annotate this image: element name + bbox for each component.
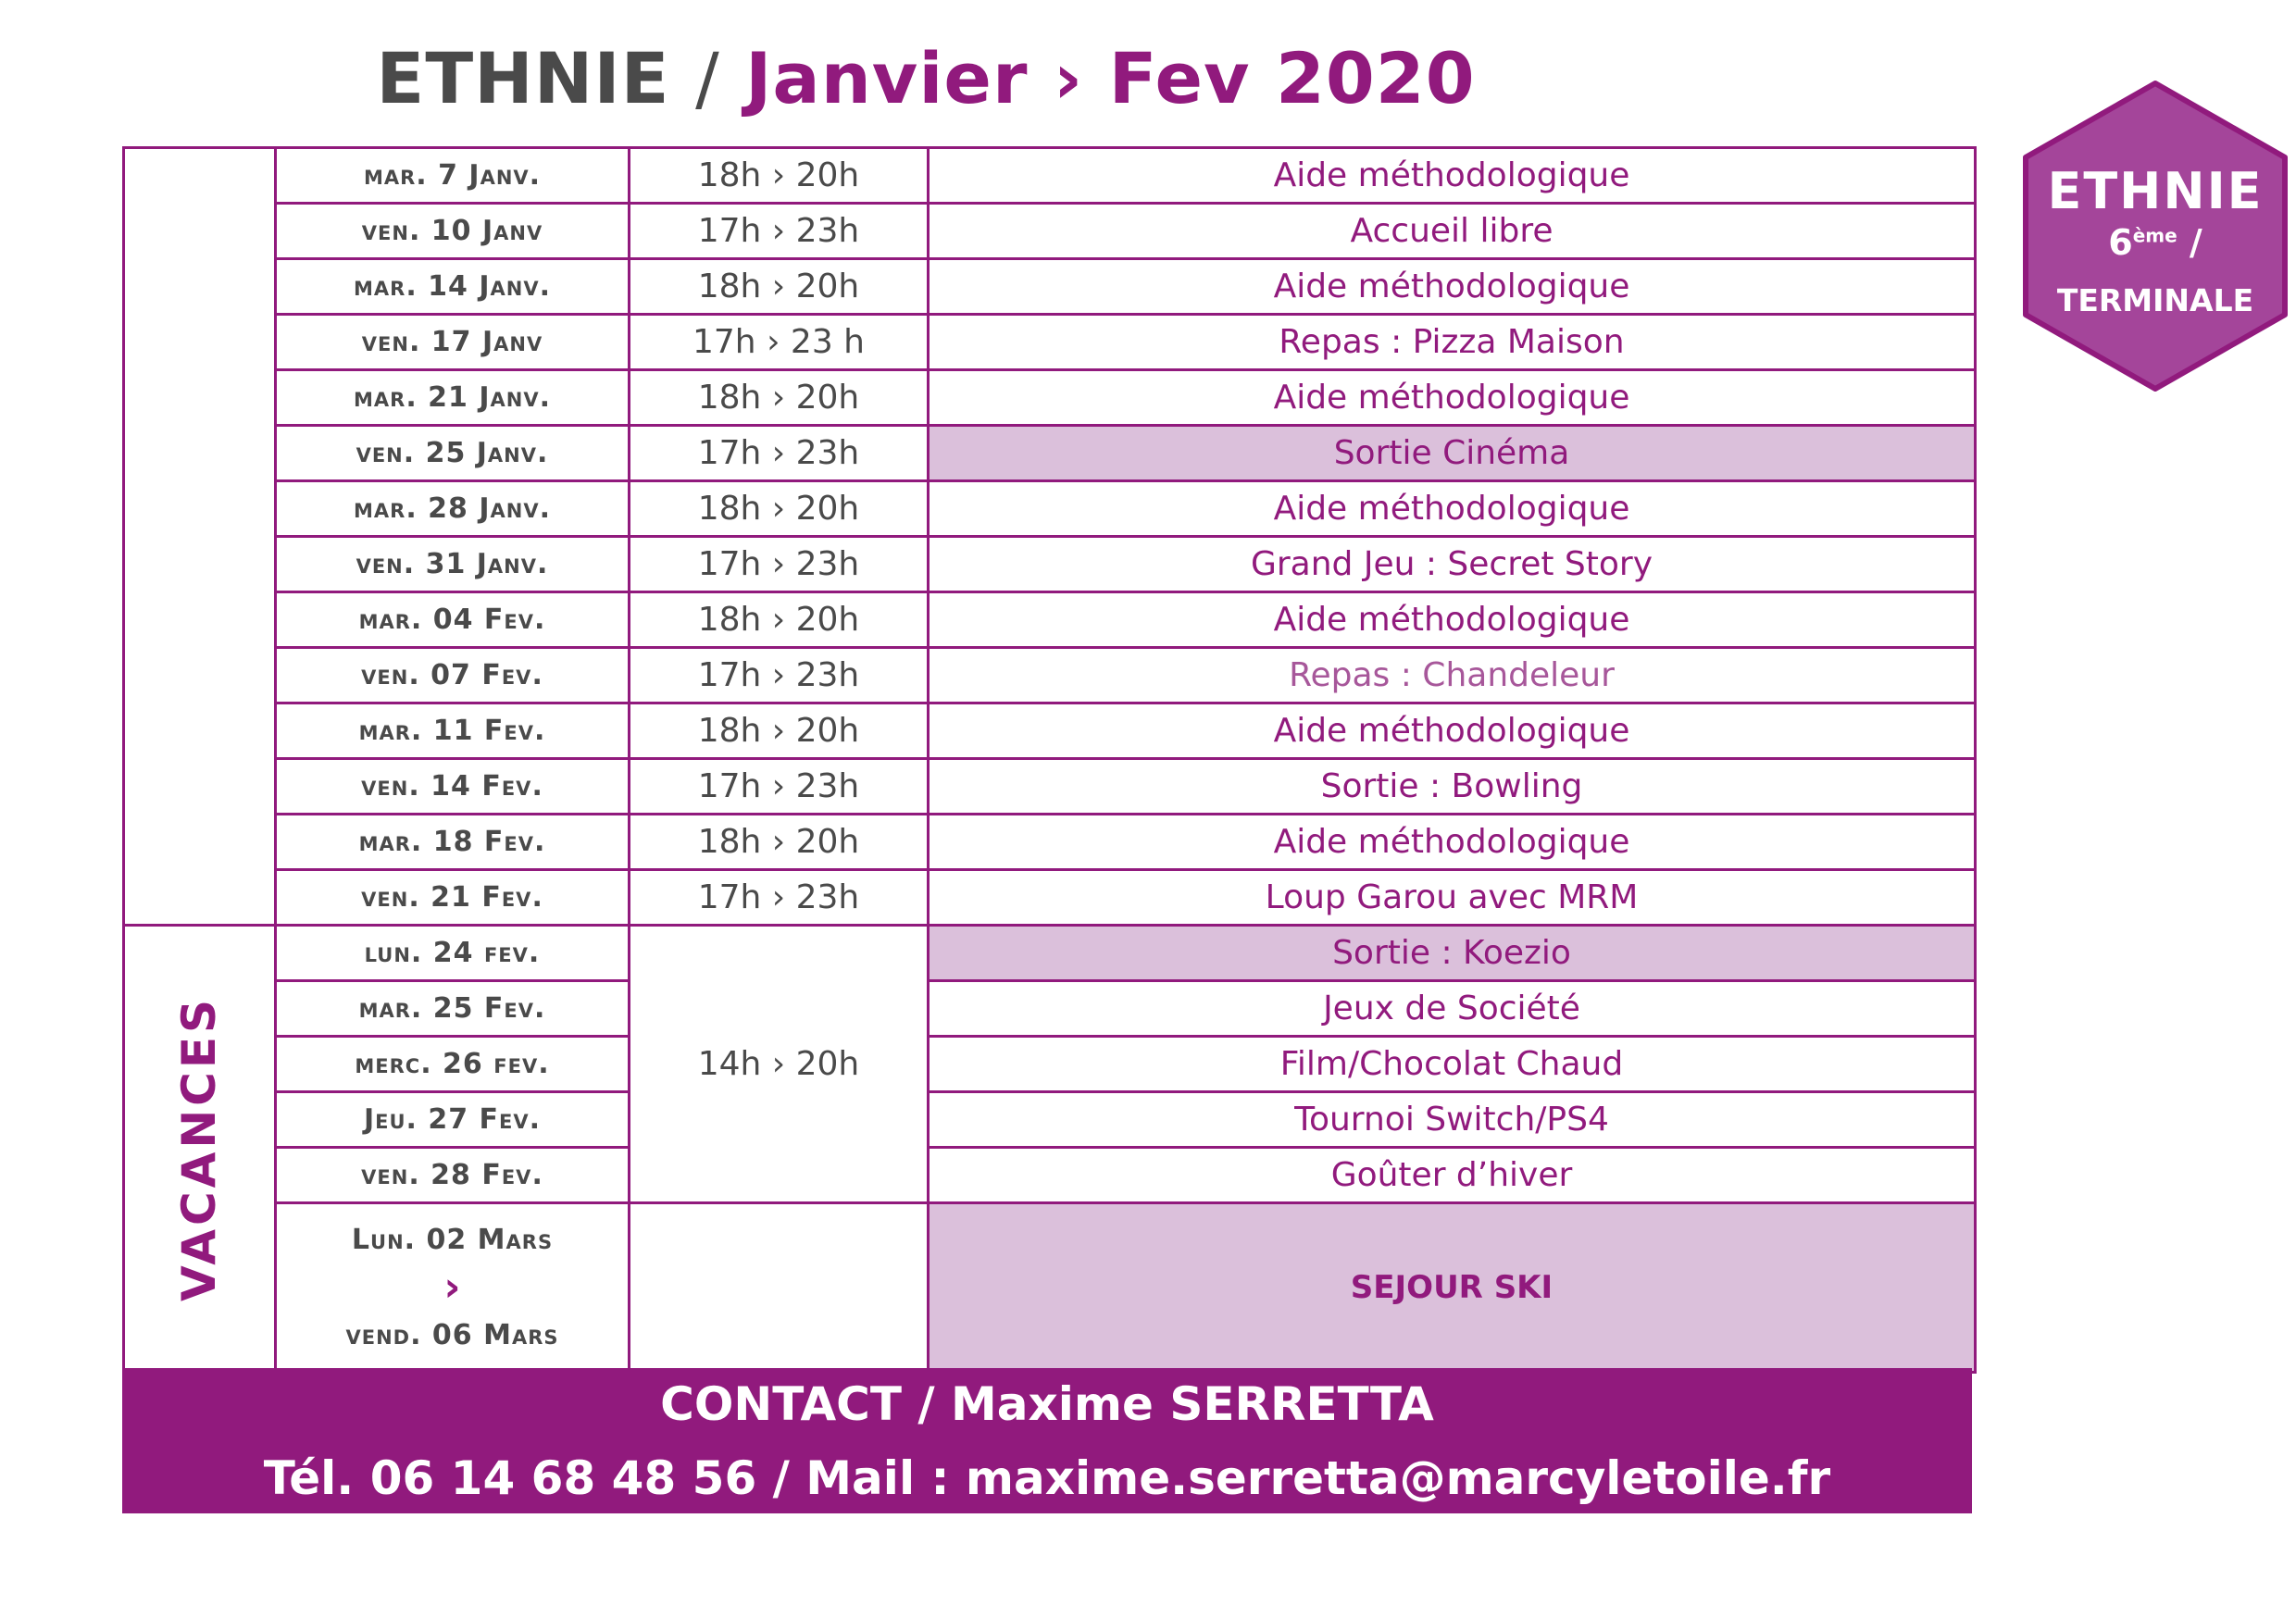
chevron-right-icon: › xyxy=(443,1263,461,1311)
vacances-row-date: merc. 26 fev. xyxy=(277,1038,630,1093)
table-row-date: mar. 04 Fev. xyxy=(277,593,630,649)
contact-name: CONTACT / Maxime SERRETTA xyxy=(660,1377,1434,1431)
table-row-activity: Aide méthodologique xyxy=(930,371,1974,427)
ski-date-start: Lun. 02 Mars xyxy=(351,1224,554,1256)
badge-level: 6ème / xyxy=(2108,222,2202,263)
table-row-date: mar. 21 Janv. xyxy=(277,371,630,427)
table-row-activity: Sortie : Bowling xyxy=(930,760,1974,815)
table-row-time: 18h › 20h xyxy=(630,149,930,205)
table-row-time: 18h › 20h xyxy=(630,593,930,649)
table-row-time: 18h › 20h xyxy=(630,815,930,871)
vacances-label-cell xyxy=(125,927,277,1371)
table-row-date: mar. 7 Janv. xyxy=(277,149,630,205)
table-row-date: mar. 18 Fev. xyxy=(277,815,630,871)
vacances-row-date: Jeu. 27 Fev. xyxy=(277,1093,630,1149)
table-row-date: mar. 14 Janv. xyxy=(277,260,630,316)
table-row-date: ven. 07 Fev. xyxy=(277,649,630,704)
table-row-activity: Aide méthodologique xyxy=(930,593,1974,649)
table-row-time: 17h › 23h xyxy=(630,538,930,593)
table-row-time: 17h › 23h xyxy=(630,427,930,482)
vacances-time: 14h › 20h xyxy=(630,927,930,1204)
schedule-table xyxy=(122,146,1977,1374)
table-row-time: 18h › 20h xyxy=(630,260,930,316)
table-row-date: mar. 11 Fev. xyxy=(277,704,630,760)
table-row-activity: Grand Jeu : Secret Story xyxy=(930,538,1974,593)
table-row-date: ven. 21 Fev. xyxy=(277,871,630,927)
table-row-date: mar. 28 Janv. xyxy=(277,482,630,538)
table-row-activity: Aide méthodologique xyxy=(930,815,1974,871)
ski-time-empty xyxy=(630,1204,930,1371)
table-row-time: 17h › 23h xyxy=(630,760,930,815)
badge-subtitle: TERMINALE xyxy=(2056,282,2254,318)
ski-dates xyxy=(277,1204,630,1371)
vacances-row-date: mar. 25 Fev. xyxy=(277,982,630,1038)
table-row-activity: Repas : Pizza Maison xyxy=(930,316,1974,371)
table-row-time: 17h › 23h xyxy=(630,871,930,927)
title-main: ETHNIE xyxy=(376,37,670,119)
page-title xyxy=(0,37,1852,119)
table-row-activity: Repas : Chandeleur xyxy=(930,649,1974,704)
table-row-date: ven. 17 Janv xyxy=(277,316,630,371)
ski-date-end: vend. 06 Mars xyxy=(345,1319,559,1351)
vacances-row-activity: Tournoi Switch/PS4 xyxy=(930,1093,1974,1149)
table-row-time: 17h › 23 h xyxy=(630,316,930,371)
table-row-activity: Aide méthodologique xyxy=(930,704,1974,760)
vacances-label: VACANCES xyxy=(172,995,227,1302)
blank-cell xyxy=(125,149,277,927)
table-row-activity: Aide méthodologique xyxy=(930,149,1974,205)
contact-footer xyxy=(122,1368,1972,1513)
table-row-activity: Accueil libre xyxy=(930,205,1974,260)
vacances-row-activity-highlighted: Sortie : Koezio xyxy=(930,927,1974,982)
hexagon-badge xyxy=(2016,79,2294,393)
vacances-row-activity: Film/Chocolat Chaud xyxy=(930,1038,1974,1093)
table-row-time: 18h › 20h xyxy=(630,704,930,760)
vacances-row-date: lun. 24 fev. xyxy=(277,927,630,982)
table-row-activity: Aide méthodologique xyxy=(930,260,1974,316)
vacances-row-date: ven. 28 Fev. xyxy=(277,1149,630,1204)
table-row-date: ven. 31 Janv. xyxy=(277,538,630,593)
contact-details: Tél. 06 14 68 48 56 / Mail : maxime.serretta@marcyletoile.fr xyxy=(263,1451,1831,1505)
table-row-time: 18h › 20h xyxy=(630,371,930,427)
vacances-row-activity: Goûter d’hiver xyxy=(930,1149,1974,1204)
table-row-time: 18h › 20h xyxy=(630,482,930,538)
title-period: Janvier › Fev 2020 xyxy=(745,37,1476,119)
badge-title: ETHNIE xyxy=(2047,162,2264,220)
vacances-row-activity: Jeux de Société xyxy=(930,982,1974,1038)
table-row-date: ven. 10 Janv xyxy=(277,205,630,260)
table-row-activity: Aide méthodologique xyxy=(930,482,1974,538)
table-row-time: 17h › 23h xyxy=(630,205,930,260)
table-row-activity-highlighted: Sortie Cinéma xyxy=(930,427,1974,482)
table-row-date: ven. 14 Fev. xyxy=(277,760,630,815)
table-row-time: 17h › 23h xyxy=(630,649,930,704)
ski-activity: SEJOUR SKI xyxy=(930,1204,1974,1371)
table-row-date: ven. 25 Janv. xyxy=(277,427,630,482)
title-separator: / xyxy=(695,37,720,119)
table-row-activity: Loup Garou avec MRM xyxy=(930,871,1974,927)
